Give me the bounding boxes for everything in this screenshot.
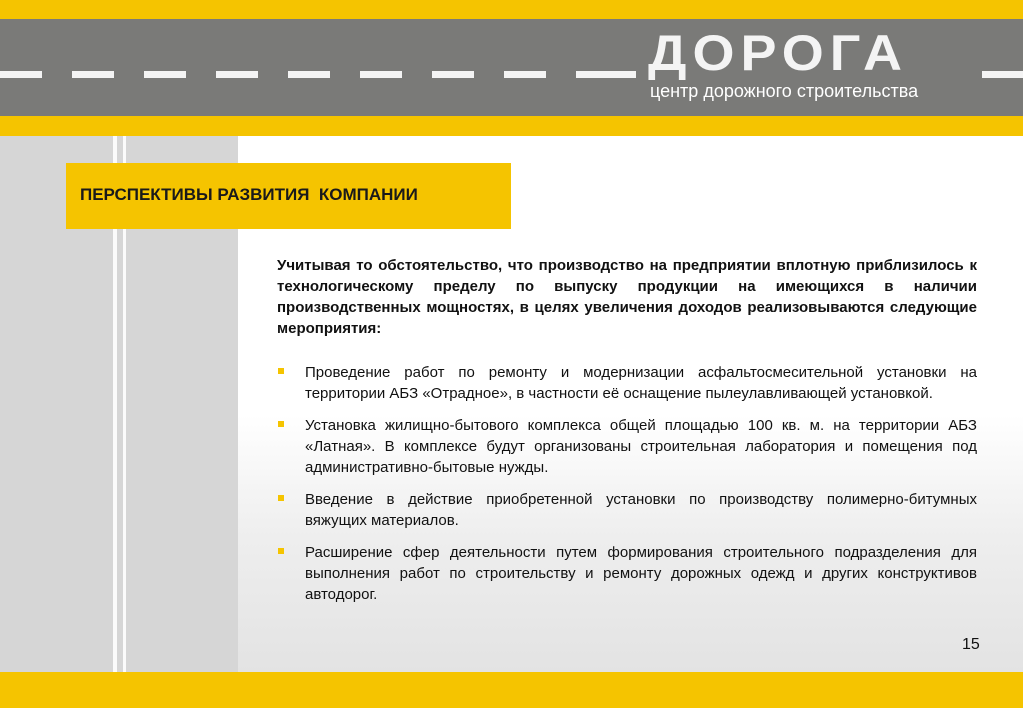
road-dash [360, 71, 402, 78]
road-dash [982, 71, 1023, 78]
header-yellow-band [0, 116, 1023, 136]
road-dash [576, 71, 636, 78]
company-logo-title: ДОРОГА [648, 26, 908, 82]
bottom-yellow-band [0, 672, 1023, 708]
intro-paragraph: Учитывая то обстоятельство, что производство на предприятии вплотную приблизилось к технологическому пределу по выпуску продукции на имеющихся в наличии производственных мощностях, в целях увеличения доходов реализовываются следующие мероприятия: [277, 257, 977, 337]
square-bullet-icon [278, 548, 284, 554]
square-bullet-icon [278, 368, 284, 374]
company-logo-subtitle: центр дорожного строительства [650, 81, 919, 101]
page-number: 15 [962, 636, 980, 653]
road-dash [504, 71, 546, 78]
list-item-text: Введение в действие приобретенной установки по производству полимерно-битумных вяжущих материалов. [305, 491, 977, 529]
top-yellow-band [0, 0, 1023, 19]
section-title-box [66, 163, 511, 229]
list-item-text: Проведение работ по ремонту и модернизации асфальтосмесительной установки на территории АБЗ «Отрадное», в частности её оснащение пылеулавливающей установкой. [305, 364, 977, 402]
square-bullet-icon [278, 495, 284, 501]
list-item-text: Установка жилищно-бытового комплекса общей площадью 100 кв. м. на территории АБЗ «Латная». В комплексе будут организованы строительная лаборатория и помещения под административно-бытовые нужды. [305, 417, 977, 476]
list-item [277, 415, 977, 478]
road-dash [0, 71, 42, 78]
section-title: ПЕРСПЕКТИВЫ РАЗВИТИЯ КОМПАНИИ [80, 185, 418, 204]
bullet-list [277, 362, 977, 616]
list-item [277, 489, 977, 531]
road-dash [216, 71, 258, 78]
road-dash [288, 71, 330, 78]
list-item [277, 362, 977, 404]
list-item [277, 542, 977, 605]
road-dash [432, 71, 474, 78]
list-item-text: Расширение сфер деятельности путем формирования строительного подразделения для выполнения работ по строительству и ремонту дорожных одежд и других конструктивов автодорог. [305, 544, 977, 603]
road-dash [72, 71, 114, 78]
road-dash [144, 71, 186, 78]
square-bullet-icon [278, 421, 284, 427]
